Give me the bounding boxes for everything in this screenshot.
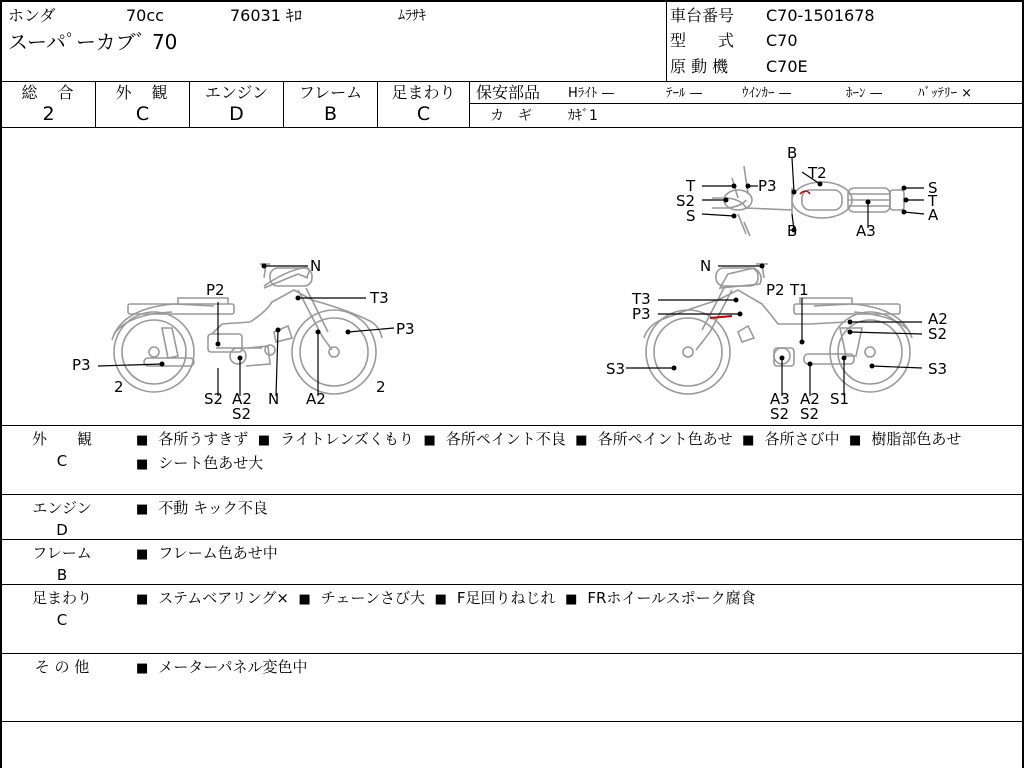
safety-taillight: ﾃｰﾙ — <box>666 86 703 101</box>
right-label-a2-b: A2 <box>800 390 820 408</box>
note-category-suspension: 足まわり C <box>31 589 92 629</box>
right-label-s2-b: S2 <box>800 405 820 423</box>
right-label-s2-a: S2 <box>770 405 790 423</box>
grade-exterior-value: C <box>135 103 150 125</box>
note-row-suspension <box>2 585 1024 654</box>
frame-number-label: 車台番号 <box>670 6 735 25</box>
safety-horn: ﾎｰﾝ — <box>846 86 883 101</box>
grade-suspension-label: 足まわり <box>391 83 456 102</box>
right-label-t3: T3 <box>632 290 651 308</box>
top-label-t-right: T <box>928 192 938 210</box>
vehicle-header <box>2 2 1024 82</box>
grade-frame <box>284 82 378 128</box>
note-category-other: そ の 他 <box>34 658 90 676</box>
left-label-s2: S2 <box>204 390 224 408</box>
model-name: スーパﾟーカブﾞ 70 <box>8 30 178 54</box>
frame-number: C70-1501678 <box>766 6 875 25</box>
grade-suspension-value: C <box>416 103 431 125</box>
note-text-frame: ■ フレーム色あせ中 <box>136 544 278 562</box>
damage-diagram <box>2 128 1024 426</box>
left-label-n-top: N <box>310 257 322 275</box>
top-label-s-left: S <box>686 207 696 225</box>
note-row-other <box>2 654 1024 722</box>
top-label-t-left: T <box>686 177 696 195</box>
top-label-p3: P3 <box>758 177 777 195</box>
note-row-exterior <box>2 426 1024 495</box>
right-label-p2: P2 <box>766 281 785 299</box>
maker: ホンダ <box>8 6 56 25</box>
note-row-frame <box>2 540 1024 585</box>
note-row-engine <box>2 495 1024 540</box>
left-label-rear-grade: 2 <box>376 378 386 396</box>
type-value: C70 <box>766 31 798 50</box>
grade-overall-label: 総 合 <box>21 83 76 102</box>
safety-headlight: Hﾗｲﾄ — <box>568 86 615 101</box>
safety-battery: ﾊﾞｯﾃﾘｰ × <box>918 86 973 101</box>
grade-engine <box>190 82 284 128</box>
note-text-suspension: ■ ステムベアリング× ■ チェーンさび大 ■ F足回りねじれ ■ FRホイールスポーク腐食 <box>136 589 756 607</box>
header-divider <box>666 2 667 82</box>
left-label-front-grade: 2 <box>114 378 124 396</box>
note-text-exterior: ■ 各所うすきず ■ ライトレンズくもり ■ 各所ペイント不良 ■ 各所ペイント色あせ ■ 各所さび中 ■ 樹脂部色あせ ■ シート色あせ大 <box>136 430 962 472</box>
right-label-t1: T1 <box>790 281 809 299</box>
top-label-a3: A3 <box>856 222 876 240</box>
key-label: カ ギ <box>490 108 532 124</box>
grade-overall-value: 2 <box>42 103 55 125</box>
right-label-n: N <box>700 257 712 275</box>
type-label: 型 式 <box>670 31 735 50</box>
right-label-s3-front: S3 <box>606 360 626 378</box>
left-label-a2-b: A2 <box>306 390 326 408</box>
left-label-t3: T3 <box>370 289 389 307</box>
color: ﾑﾗｻｷ <box>398 8 426 24</box>
motorcycle-diagram <box>2 128 1022 424</box>
left-label-p2: P2 <box>206 281 225 299</box>
left-label-a2: A2 <box>232 390 252 408</box>
engine-label: 原 動 機 <box>670 57 729 76</box>
right-label-s2: S2 <box>928 325 948 343</box>
note-text-other: ■ メーターパネル変色中 <box>136 658 308 676</box>
grade-overall <box>2 82 96 128</box>
key-row <box>470 104 1024 128</box>
inspection-notes <box>2 426 1024 768</box>
top-label-s2: S2 <box>676 192 696 210</box>
grade-table <box>2 82 1024 128</box>
left-label-p3-left: P3 <box>72 356 91 374</box>
top-label-t2: T2 <box>808 164 827 182</box>
grade-engine-value: D <box>229 103 244 125</box>
right-label-s1: S1 <box>830 390 850 408</box>
mileage: 76031 ｷﾛ <box>230 6 302 25</box>
left-label-p3-right: P3 <box>396 320 415 338</box>
note-text-engine: ■ 不動 キック不良 <box>136 499 268 517</box>
engine-value: C70E <box>766 57 808 76</box>
safety-parts <box>470 82 1024 128</box>
grade-frame-value: B <box>323 103 338 125</box>
safety-parts-row <box>470 82 1024 104</box>
grade-engine-label: エンジン <box>204 83 269 102</box>
top-label-s-right: S <box>928 179 938 197</box>
top-label-a: A <box>928 206 939 224</box>
note-category-frame: フレーム B <box>32 544 92 584</box>
safety-winker: ｳｲﾝｶｰ — <box>742 86 792 101</box>
left-side-view <box>112 264 382 394</box>
grade-exterior-label: 外 観 <box>115 83 170 102</box>
grade-suspension <box>378 82 470 128</box>
displacement: 70cc <box>126 6 164 25</box>
right-label-p3: P3 <box>632 305 651 323</box>
right-label-a3: A3 <box>770 390 790 408</box>
safety-label: 保安部品 <box>476 83 541 102</box>
note-category-engine: エンジン D <box>32 499 92 539</box>
top-label-b-rear: B <box>787 222 798 240</box>
key-value: ｶｷﾞ1 <box>568 108 598 124</box>
right-label-a2: A2 <box>928 310 948 328</box>
left-label-s2-b: S2 <box>232 405 252 423</box>
grade-frame-label: フレーム <box>298 83 363 102</box>
grade-exterior <box>96 82 190 128</box>
right-label-s3-rear: S3 <box>928 360 948 378</box>
note-category-exterior: 外 観 C <box>31 430 92 470</box>
top-label-b-front: B <box>787 144 798 162</box>
left-label-n: N <box>268 390 280 408</box>
